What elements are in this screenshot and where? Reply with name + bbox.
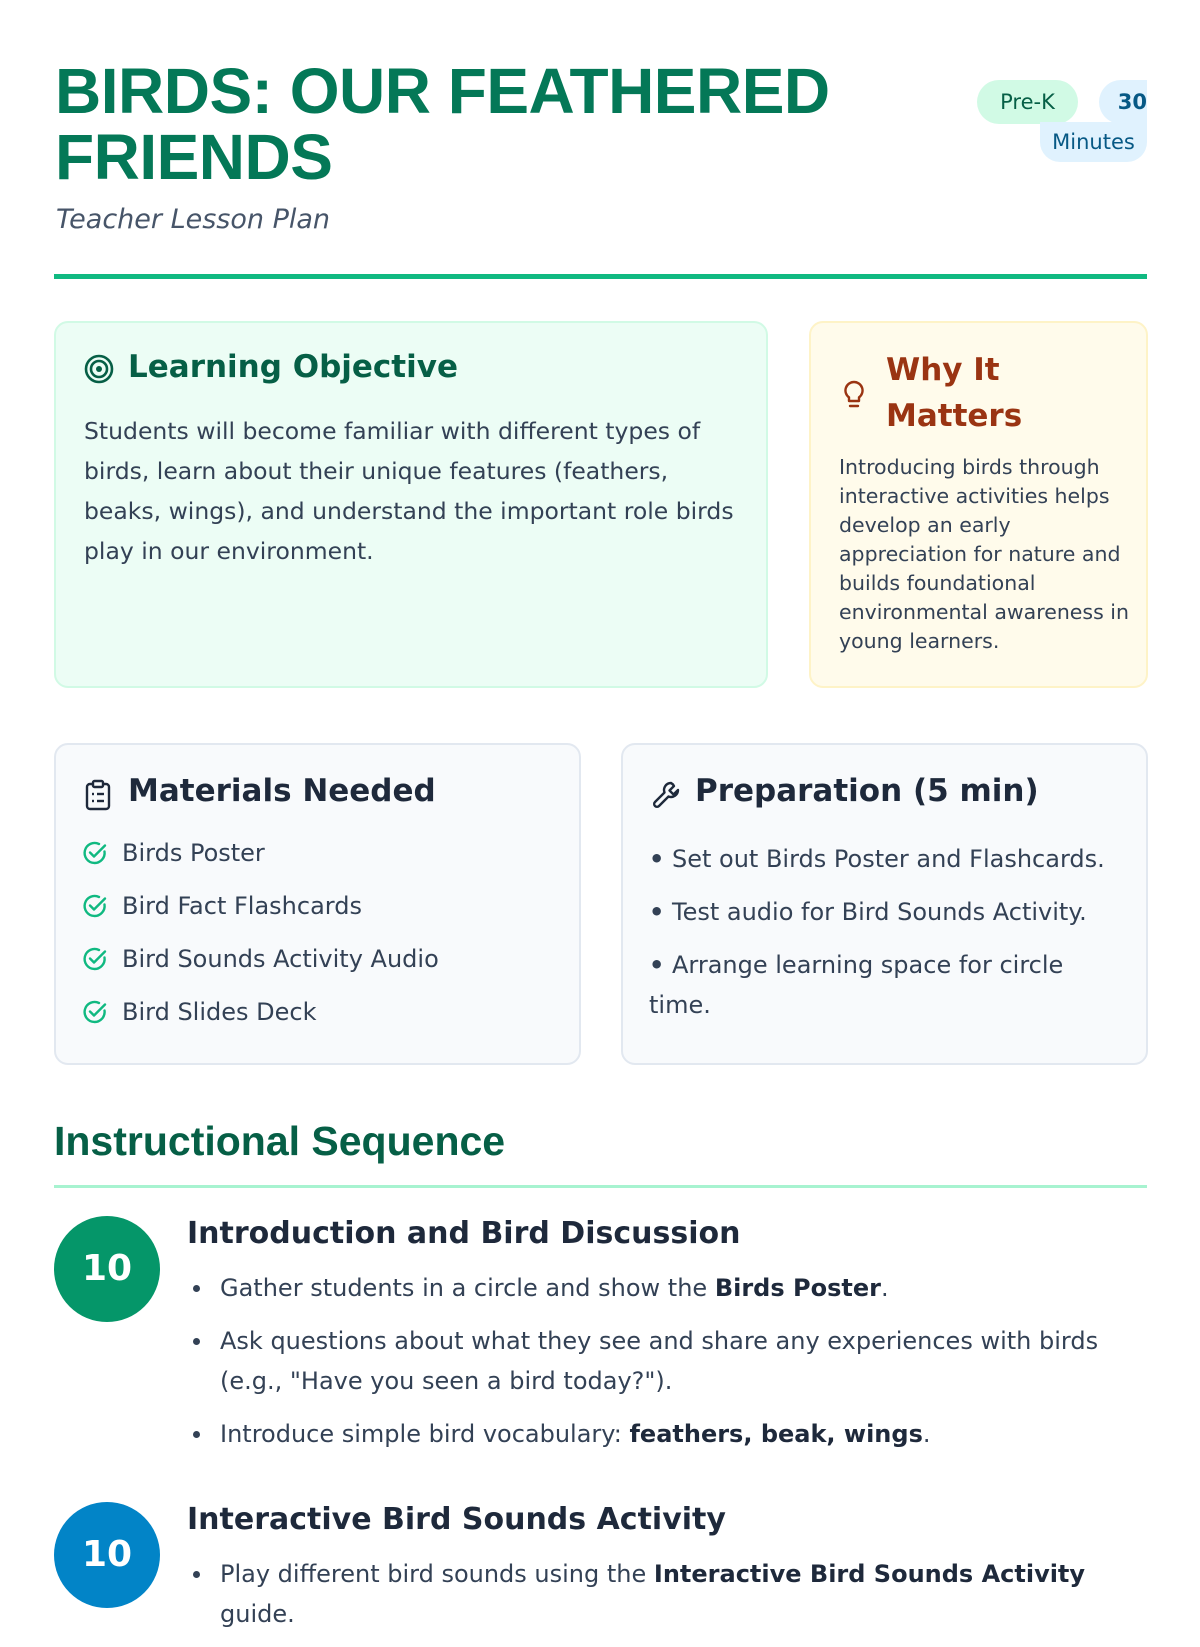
materials-card [54, 743, 581, 1065]
bullet: • [649, 951, 665, 979]
step-text: Ask questions about what they see and share any experiences with birds (e.g., "Have you seen a bird today?"). [220, 1327, 1099, 1395]
why-it-matters-text: Introducing birds through interactive activities helps develop an early appreciation for nature and builds foundational environmental awareness in young learners. [839, 455, 1129, 653]
step-title: Introduction and Bird Discussion [187, 1216, 741, 1251]
check-circle-icon [82, 840, 108, 866]
check-circle-icon [82, 999, 108, 1025]
step-duration-badge: 10 [54, 1216, 160, 1322]
preparation-step: Set out Birds Poster and Flashcards. [671, 845, 1105, 873]
duration-badge-number: 30 [1099, 80, 1147, 124]
header-divider [54, 274, 1147, 279]
list-item [649, 892, 1119, 932]
why-it-matters-title: Why It Matters [886, 352, 1023, 434]
preparation-step: Test audio for Bird Sounds Activity. [671, 898, 1087, 926]
step-list [187, 1554, 1117, 1647]
bullet: • [649, 845, 665, 873]
preparation-card [621, 743, 1148, 1065]
step-title: Interactive Bird Sounds Activity [187, 1502, 726, 1537]
step-duration-badge: 10 [54, 1502, 160, 1608]
list-item [82, 998, 439, 1051]
preparation-step: Arrange learning space for circle time. [649, 951, 1064, 1019]
step-text: . [922, 1420, 931, 1448]
list-item [82, 839, 439, 892]
preparation-list [649, 839, 1119, 1038]
check-circle-icon [82, 946, 108, 972]
materials-title: Materials Needed [128, 773, 436, 809]
list-item [82, 892, 439, 945]
material-label: Birds Poster [122, 839, 265, 867]
target-icon [83, 353, 115, 385]
why-it-matters-card [809, 321, 1148, 688]
preparation-title: Preparation (5 min) [695, 773, 1039, 809]
wrench-icon [651, 779, 683, 811]
material-label: Bird Fact Flashcards [122, 892, 362, 920]
clipboard-icon [84, 779, 112, 811]
list-item [187, 1321, 1117, 1401]
list-item [187, 1268, 1117, 1308]
list-item [649, 839, 1119, 879]
step-text: Gather students in a circle and show the [220, 1274, 715, 1302]
learning-objective-card [54, 321, 768, 688]
grade-badge: Pre-K [977, 80, 1078, 124]
step-emphasis: Interactive Bird Sounds Activity [653, 1560, 1086, 1588]
page-subtitle: Teacher Lesson Plan [56, 204, 331, 235]
list-item [82, 945, 439, 998]
material-label: Bird Slides Deck [122, 998, 317, 1026]
step-text: guide. [220, 1600, 295, 1628]
page-title: BIRDS: OUR FEATHERED FRIENDS [55, 55, 830, 193]
step-list [187, 1268, 1117, 1467]
section-title: Instructional Sequence [54, 1118, 506, 1164]
list-item [187, 1554, 1117, 1634]
step-text: Play different bird sounds using the [220, 1560, 654, 1588]
material-label: Bird Sounds Activity Audio [122, 945, 439, 973]
step-text: . [880, 1274, 889, 1302]
lightbulb-icon [841, 379, 867, 413]
list-item [187, 1414, 1117, 1454]
learning-objective-text: Students will become familiar with different types of birds, learn about their unique features (feathers, beaks, wings), and understand the important role birds play in our environment. [84, 417, 734, 565]
section-divider [54, 1185, 1147, 1188]
materials-list [82, 839, 439, 1051]
check-circle-icon [82, 893, 108, 919]
step-text: Introduce simple bird vocabulary: [220, 1420, 630, 1448]
step-emphasis: Birds Poster [714, 1274, 881, 1302]
duration-badge-unit: Minutes [1040, 122, 1147, 162]
learning-objective-title: Learning Objective [128, 349, 458, 385]
step-emphasis: feathers, beak, wings [629, 1420, 923, 1448]
list-item [649, 945, 1119, 1025]
bullet: • [649, 898, 665, 926]
